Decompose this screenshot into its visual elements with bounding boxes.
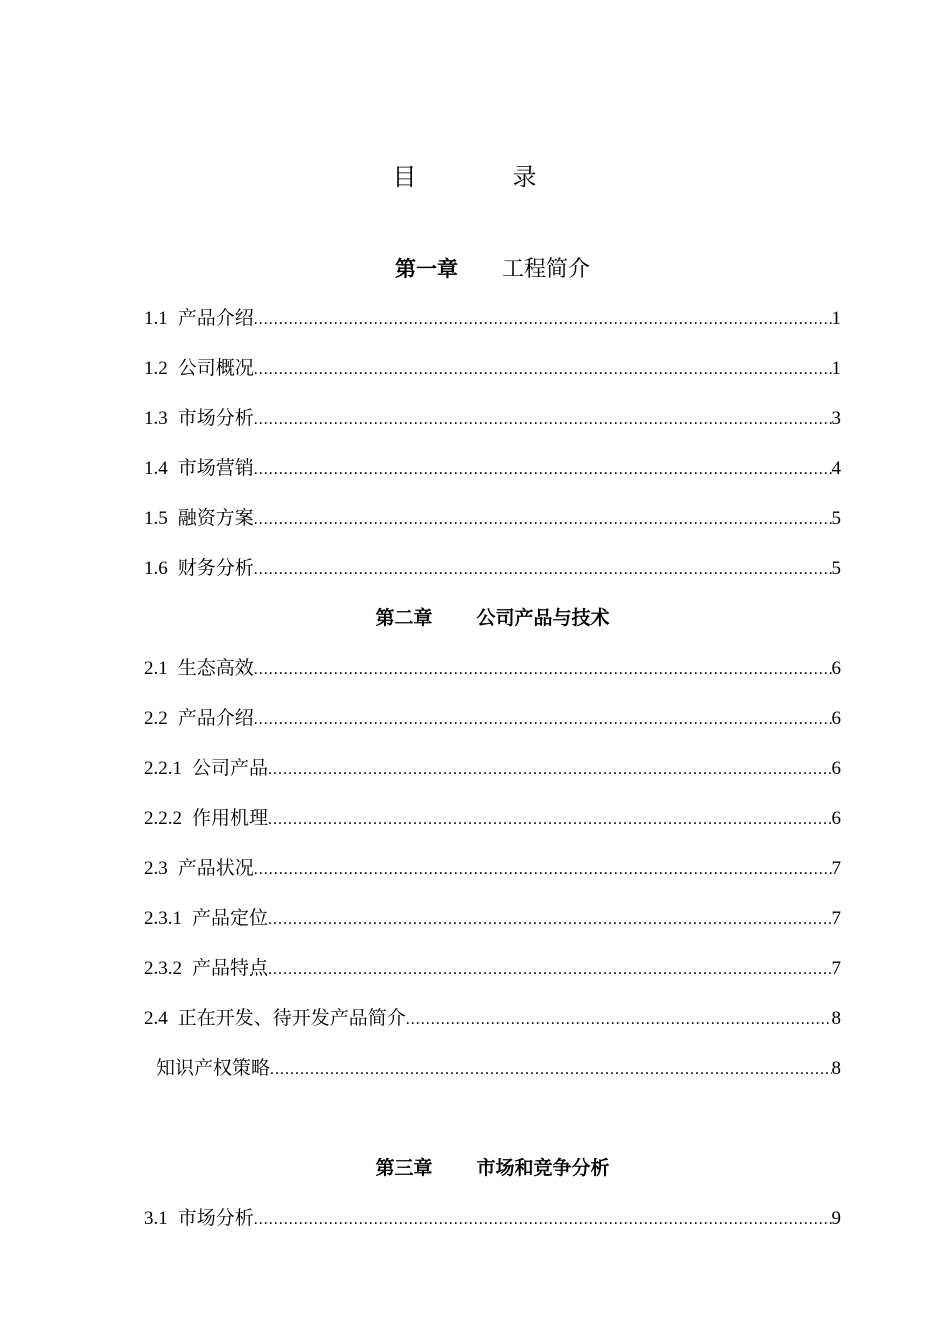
toc-entry[interactable]: [144, 394, 841, 444]
toc-page-number: 1: [831, 308, 841, 329]
chapter-title: 公司产品与技术: [476, 608, 610, 629]
toc-entry-label: [144, 344, 254, 394]
toc-entry-number: 2.2: [144, 708, 168, 729]
toc-entry-text: 生态高效: [177, 658, 254, 679]
toc-entry-label: [144, 1194, 254, 1244]
toc-entry[interactable]: [144, 494, 841, 544]
toc-page-number: 4: [831, 458, 841, 479]
toc-entry-text: 公司产品: [192, 758, 269, 779]
toc-chapter-heading[interactable]: [144, 244, 841, 294]
toc-entry-text: 市场分析: [177, 1208, 254, 1229]
chapter-number: 第二章: [375, 608, 433, 629]
dot-leader: [254, 1195, 832, 1245]
toc-entry[interactable]: [144, 994, 841, 1044]
toc-entry[interactable]: [144, 1044, 841, 1094]
toc-entry-text: 市场营销: [177, 458, 254, 479]
toc-entry-number: 2.2.1: [144, 758, 182, 779]
chapter-title: 市场和竞争分析: [476, 1158, 610, 1179]
dot-leader: [254, 645, 832, 695]
toc-page-number: 8: [831, 1058, 841, 1079]
dot-leader: [254, 445, 832, 495]
toc-entry-label: [144, 944, 268, 994]
toc-entry-label: [144, 994, 406, 1044]
toc-entry[interactable]: [144, 744, 841, 794]
dot-leader: [406, 995, 832, 1045]
toc-entry[interactable]: [144, 644, 841, 694]
dot-leader: [254, 295, 832, 345]
toc-entry[interactable]: [144, 1194, 841, 1244]
toc-entry-number: 1.2: [144, 358, 168, 379]
toc-page-number: 5: [831, 558, 841, 579]
chapter-title: 工程简介: [501, 256, 590, 281]
chapter-number: 第三章: [375, 1158, 433, 1179]
toc-page-number: 8: [831, 1008, 841, 1029]
toc-entry[interactable]: [144, 894, 841, 944]
toc-page-number: 9: [831, 1208, 841, 1229]
toc-chapter-heading[interactable]: [144, 594, 841, 644]
toc-page-number: 3: [831, 408, 841, 429]
toc-entry-text: 产品状况: [177, 858, 254, 879]
chapter-number: 第一章: [394, 257, 458, 281]
toc-entry[interactable]: [144, 844, 841, 894]
toc-entry-text: 作用机理: [192, 808, 269, 829]
toc-entry-text: 知识产权策略: [156, 1058, 271, 1079]
toc-page-number: 6: [831, 658, 841, 679]
dot-leader: [268, 795, 831, 845]
dot-leader: [268, 895, 831, 945]
toc-entry-text: 市场分析: [177, 408, 254, 429]
toc-entry[interactable]: [144, 794, 841, 844]
toc-entry-number: 1.5: [144, 508, 168, 529]
toc-entry[interactable]: [144, 944, 841, 994]
toc-entry-number: 1.6: [144, 558, 168, 579]
toc-page-number: 6: [831, 808, 841, 829]
toc-entry[interactable]: [144, 694, 841, 744]
toc-entry-text: 财务分析: [177, 558, 254, 579]
toc-entry-number: 1.4: [144, 458, 168, 479]
toc-entry[interactable]: [144, 294, 841, 344]
toc-page-number: 7: [831, 908, 841, 929]
toc-entry-number: 1.3: [144, 408, 168, 429]
toc-entry-label: [144, 444, 254, 494]
toc-entry-label: [144, 644, 254, 694]
dot-leader: [254, 845, 832, 895]
toc-entry[interactable]: [144, 444, 841, 494]
toc-entry-text: 产品特点: [192, 958, 269, 979]
toc-page-number: 1: [831, 358, 841, 379]
dot-leader: [254, 545, 832, 595]
toc-page-number: 7: [831, 858, 841, 879]
toc-entry-label: [144, 1044, 270, 1094]
toc-entry-number: 3.1: [144, 1208, 168, 1229]
toc-entry-text: 产品定位: [192, 908, 269, 929]
dot-leader: [254, 695, 832, 745]
toc-entry-text: 公司概况: [177, 358, 254, 379]
toc-entry-text: 产品介绍: [177, 308, 254, 329]
toc-entry-label: [144, 894, 268, 944]
toc-entry-label: [144, 744, 268, 794]
toc-entry-number: 2.4: [144, 1008, 168, 1029]
toc-page-number: 6: [831, 758, 841, 779]
toc-entry-text: 产品介绍: [177, 708, 254, 729]
toc-entry-label: [144, 544, 254, 594]
toc-chapter-heading[interactable]: [144, 1144, 841, 1194]
dot-leader: [268, 945, 831, 995]
dot-leader: [268, 745, 831, 795]
toc-entry-label: [144, 694, 254, 744]
toc-list: [144, 244, 841, 1244]
toc-entry-number: 2.2.2: [144, 808, 182, 829]
toc-entry[interactable]: [144, 344, 841, 394]
dot-leader: [270, 1045, 831, 1095]
toc-entry-number: 2.1: [144, 658, 168, 679]
toc-entry-label: [144, 294, 254, 344]
toc-entry-label: [144, 794, 268, 844]
dot-leader: [254, 495, 832, 545]
toc-entry-text: 正在开发、待开发产品简介: [177, 1008, 406, 1029]
toc-entry-number: 1.1: [144, 308, 168, 329]
toc-entry-number: 2.3.2: [144, 958, 182, 979]
toc-entry-text: 融资方案: [177, 508, 254, 529]
toc-page-number: 6: [831, 708, 841, 729]
toc-page-number: 7: [831, 958, 841, 979]
toc-entry-number: 2.3.1: [144, 908, 182, 929]
toc-entry[interactable]: [144, 544, 841, 594]
toc-title: 目 录: [392, 165, 573, 191]
toc-entry-label: [144, 844, 254, 894]
dot-leader: [254, 345, 832, 395]
toc-entry-number: 2.3: [144, 858, 168, 879]
toc-entry-label: [144, 394, 254, 444]
toc-entry-label: [144, 494, 254, 544]
dot-leader: [254, 395, 832, 445]
toc-page-number: 5: [831, 508, 841, 529]
